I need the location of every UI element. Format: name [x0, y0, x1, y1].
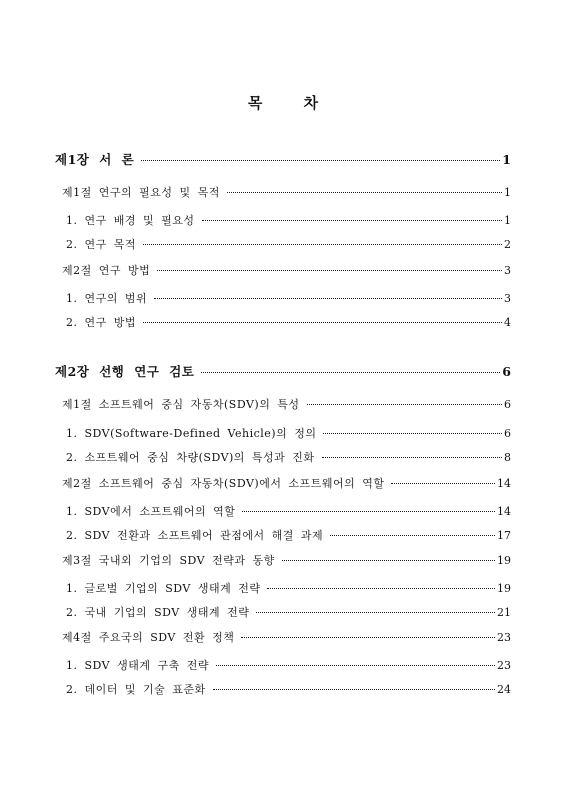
toc-entry-subsection — [66, 657, 511, 673]
toc-entry-page-number: 1 — [502, 152, 511, 167]
toc-entry-section — [62, 396, 511, 412]
toc-entry-label: 1. SDV에서 소프트웨어의 역할 — [66, 505, 236, 518]
toc-entry-label: 2. 소프트웨어 중심 차량(SDV)의 특성과 진화 — [66, 451, 315, 464]
dot-leader — [330, 535, 495, 536]
dot-leader — [307, 404, 502, 405]
toc-entry-page-number: 24 — [497, 683, 511, 696]
toc-entry-subsection — [66, 449, 511, 465]
toc-entry-page-number: 23 — [497, 631, 511, 644]
toc-entry-label: 제2절 소프트웨어 중심 자동차(SDV)에서 소프트웨어의 역할 — [62, 477, 385, 490]
toc-entry-label: 제3절 국내외 기업의 SDV 전략과 동향 — [62, 554, 275, 567]
dot-leader — [143, 244, 502, 245]
toc-entry-chapter — [55, 150, 511, 168]
toc-entry-page-number: 17 — [497, 529, 511, 542]
toc-entry-label: 1. 글로벌 기업의 SDV 생태계 전략 — [66, 582, 261, 595]
toc-entry-subsection — [66, 314, 511, 330]
toc-entry-page-number: 2 — [504, 238, 511, 251]
toc-entry-label: 2. SDV 전환과 소프트웨어 관점에서 해결 과제 — [66, 529, 324, 542]
toc-entry-label: 2. 연구 방법 — [66, 316, 136, 329]
dot-leader — [242, 511, 495, 512]
toc-entry-page-number: 6 — [504, 398, 511, 411]
dot-leader — [216, 665, 495, 666]
toc-entry-subsection — [66, 290, 511, 306]
toc-entry-label: 제1절 연구의 필요성 및 목적 — [62, 186, 220, 199]
toc-entry-label: 제2장 선행 연구 검토 — [55, 364, 195, 379]
toc-entry-page-number: 19 — [497, 582, 511, 595]
toc-entry-subsection — [66, 580, 511, 596]
page-title: 목 차 — [247, 94, 337, 112]
dot-leader — [391, 483, 495, 484]
toc-entry-page-number: 19 — [497, 554, 511, 567]
toc-entry-subsection — [66, 425, 511, 441]
toc-entry-section — [62, 262, 511, 278]
toc-entry-section — [62, 552, 511, 568]
toc-entry-subsection — [66, 604, 511, 620]
dot-leader — [322, 457, 502, 458]
dot-leader — [143, 322, 502, 323]
toc-entry-page-number: 14 — [497, 505, 511, 518]
dot-leader — [202, 220, 503, 221]
toc-entry-section — [62, 184, 511, 200]
toc-entry-chapter — [55, 362, 511, 380]
dot-leader — [282, 560, 495, 561]
toc-entry-label: 1. SDV 생태계 구축 전략 — [66, 659, 209, 672]
dot-leader — [213, 689, 495, 690]
toc-entry-label: 1. SDV(Software-Defined Vehicle)의 정의 — [66, 427, 317, 440]
dot-leader — [241, 637, 495, 638]
toc-entry-subsection — [66, 212, 511, 228]
toc-entry-label: 1. 연구의 범위 — [66, 292, 148, 305]
toc-entry-label: 1. 연구 배경 및 필요성 — [66, 214, 195, 227]
toc-entry-subsection — [66, 503, 511, 519]
toc-entry-page-number: 23 — [497, 659, 511, 672]
toc-entry-subsection — [66, 527, 511, 543]
dot-leader — [323, 433, 502, 434]
toc-entry-page-number: 3 — [504, 264, 511, 277]
toc-entry-page-number: 6 — [502, 364, 511, 379]
dot-leader — [227, 192, 502, 193]
toc-entry-label: 2. 연구 목적 — [66, 238, 136, 251]
toc-entry-page-number: 8 — [504, 451, 511, 464]
toc-entry-page-number: 3 — [504, 292, 511, 305]
toc-entry-page-number: 4 — [504, 316, 511, 329]
toc-entry-section — [62, 475, 511, 491]
dot-leader — [154, 298, 502, 299]
toc-entry-subsection — [66, 681, 511, 697]
toc-entry-page-number: 21 — [497, 606, 511, 619]
toc-entry-page-number: 6 — [504, 427, 511, 440]
toc-entry-label: 제4절 주요국의 SDV 전환 정책 — [62, 631, 235, 644]
toc-entry-label: 2. 국내 기업의 SDV 생태계 전략 — [66, 606, 250, 619]
toc-entry-section — [62, 629, 511, 645]
toc-entry-page-number: 14 — [497, 477, 511, 490]
dot-leader — [267, 588, 495, 589]
toc-entry-label: 제2절 연구 방법 — [62, 264, 151, 277]
toc-entry-label: 제1장 서 론 — [55, 152, 135, 167]
dot-leader — [157, 270, 502, 271]
toc-entry-page-number: 1 — [504, 214, 511, 227]
dot-leader — [201, 372, 500, 373]
toc-entry-subsection — [66, 236, 511, 252]
toc-entry-page-number: 1 — [504, 186, 511, 199]
toc-entry-label: 2. 데이터 및 기술 표준화 — [66, 683, 206, 696]
dot-leader — [141, 160, 500, 161]
dot-leader — [256, 612, 495, 613]
toc-entry-label: 제1절 소프트웨어 중심 자동차(SDV)의 특성 — [62, 398, 300, 411]
